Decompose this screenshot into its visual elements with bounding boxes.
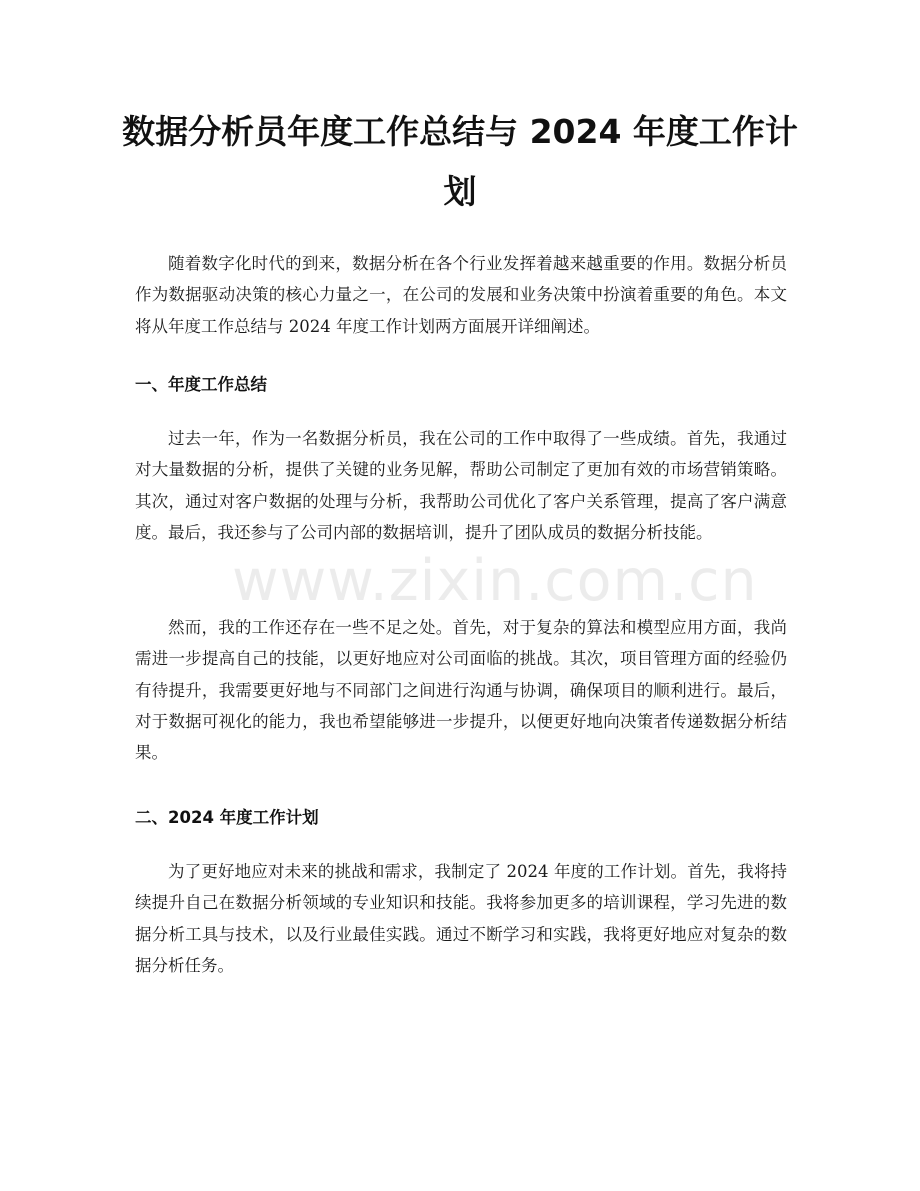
plan-paragraph: 为了更好地应对未来的挑战和需求，我制定了 2024 年度的工作计划。首先，我将持续提升自己在数据分析领域的专业知识和技能。我将参加更多的培训课程，学习先进的数据分析工具与技术，以及行业最佳实践。通过不断学习和实践，我将更好地应对复杂的数据分析任务。: [135, 862, 787, 975]
summary-paragraph-achievements: 过去一年，作为一名数据分析员，我在公司的工作中取得了一些成绩。首先，我通过对大量数据的分析，提供了关键的业务见解，帮助公司制定了更加有效的市场营销策略。其次，通过对客户数据的处理与分析，我帮助公司优化了客户关系管理，提高了客户满意度。最后，我还参与了公司内部的数据培训，提升了团队成员的数据分析技能。: [135, 429, 787, 542]
summary-paragraph-shortcomings: 然而，我的工作还存在一些不足之处。首先，对于复杂的算法和模型应用方面，我尚需进一步提高自己的技能，以更好地应对公司面临的挑战。其次，项目管理方面的经验仍有待提升，我需要更好地与不同部门之间进行沟通与协调，确保项目的顺利进行。最后，对于数据可视化的能力，我也希望能够进一步提升，以便更好地向决策者传递数据分析结果。: [135, 618, 787, 763]
document-title: 数据分析员年度工作总结与 2024 年度工作计划: [122, 112, 798, 211]
intro-paragraph: 随着数字化时代的到来，数据分析在各个行业发挥着越来越重要的作用。数据分析员作为数据驱动决策的核心力量之一，在公司的发展和业务决策中扮演着重要的角色。本文将从年度工作总结与 2024 年度工作计划两方面展开详细阐述。: [135, 254, 787, 336]
watermark: www.zixin.com.cn: [232, 548, 758, 614]
section-heading-plan: 二、2024 年度工作计划: [135, 808, 319, 827]
section-heading-summary: 一、年度工作总结: [135, 375, 267, 394]
